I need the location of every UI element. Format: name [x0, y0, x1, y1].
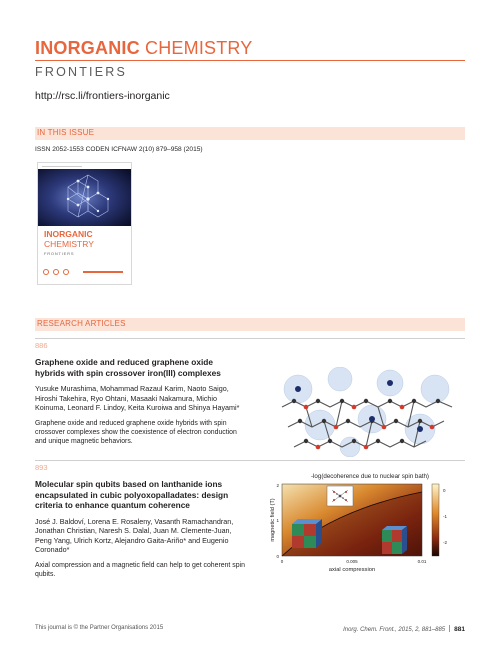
- research-articles-header: [35, 318, 465, 331]
- x-tick-label: 0: [280, 559, 284, 564]
- footer-copyright: This journal is © the Partner Organisations 2015: [35, 625, 164, 631]
- in-this-issue-header: [35, 127, 465, 140]
- article-page-number: 886: [35, 341, 48, 350]
- article-page-number: 893: [35, 463, 48, 472]
- colorbar-tick: -2: [443, 540, 448, 545]
- journal-brand: [35, 38, 465, 58]
- article-description: Graphene oxide and reduced graphene oxide hybrids with spin crossover complexes show the coexistence of electron conduction and unique magnetic behaviors.: [35, 419, 237, 445]
- cover-title-sub: FRONTIERS: [44, 251, 75, 256]
- article-divider: [35, 460, 465, 461]
- spin-qubit-figure: [262, 470, 462, 580]
- article-title[interactable]: Molecular spin qubits based on lanthanide ions encapsulated in cubic polyoxopalladates: design criteria to enhance quantum coherence: [35, 479, 229, 510]
- x-axis-label: axial compression: [328, 567, 376, 573]
- brand-light: CHEMISTRY: [145, 38, 253, 58]
- footer-page-number: 881: [454, 626, 465, 633]
- journal-masthead: [35, 38, 465, 79]
- y-tick-label: 2: [276, 483, 279, 488]
- article-authors: José J. Baldoví, Lorena E. Rosaleny, Vasanth Ramachandran, Jonathan Christian, Naresh S. Dalal, Juan M. Clemente-Juan, Peng Yang, Ulrich Kortz, Alejandro Gaita-Ariño* and Eugenio Coronado*: [35, 516, 234, 555]
- article-divider: [35, 338, 465, 339]
- x-tick-label: 0.01: [417, 559, 427, 564]
- y-tick-label: 1: [276, 518, 279, 523]
- cover-artwork: [38, 169, 131, 226]
- article-description: Axial compression and a magnetic field can help to get coherent spin qubits.: [35, 561, 245, 578]
- article-authors: Yusuke Murashima, Mohammad Razaul Karim, Naoto Saigo, Hiroshi Takehira, Ryo Ohtani, Masaaki Nakamura, Michio Koinuma, Leonard F. Lindoy, Keita Kuroiwa and Shinya Hayami*: [35, 384, 240, 413]
- article-title[interactable]: Graphene oxide and reduced graphene oxide hybrids with spin crossover iron(III) complexes: [35, 357, 221, 378]
- graphene-hybrid-graphic: [280, 367, 455, 457]
- y-tick-label: 0: [276, 554, 279, 559]
- issue-cover[interactable]: [37, 162, 132, 285]
- in-this-issue-label: IN THIS ISSUE: [37, 128, 95, 137]
- issn-line: ISSN 2052-1553 CODEN ICFNAW 2(10) 879–958 (2015): [35, 146, 203, 153]
- cover-title-light: CHEMISTRY: [44, 239, 94, 249]
- plot-title: -log(decoherence due to nuclear spin bath): [311, 473, 429, 480]
- footer-citation-block: [343, 625, 465, 633]
- brand-sub: FRONTIERS: [35, 65, 128, 79]
- x-tick-label: 0.005: [346, 559, 358, 564]
- y-axis-label: magnetic field (T): [270, 498, 276, 542]
- colorbar-tick: 0: [443, 488, 446, 493]
- partner-logo-icon: [53, 269, 59, 275]
- footer-citation: Inorg. Chem. Front., 2015, 2, 881–885: [343, 627, 446, 633]
- partner-logo-icon: [63, 269, 69, 275]
- colorbar-tick: -1: [443, 514, 448, 519]
- cover-title-bold: INORGANIC: [44, 229, 93, 239]
- research-articles-label: RESEARCH ARTICLES: [37, 319, 126, 328]
- brand-bold: INORGANIC: [35, 38, 140, 58]
- cover-footer-logos: [43, 269, 127, 277]
- journal-url-link[interactable]: http://rsc.li/frontiers-inorganic: [35, 90, 170, 102]
- brand-divider: [35, 60, 465, 61]
- partner-logo-icon: [43, 269, 49, 275]
